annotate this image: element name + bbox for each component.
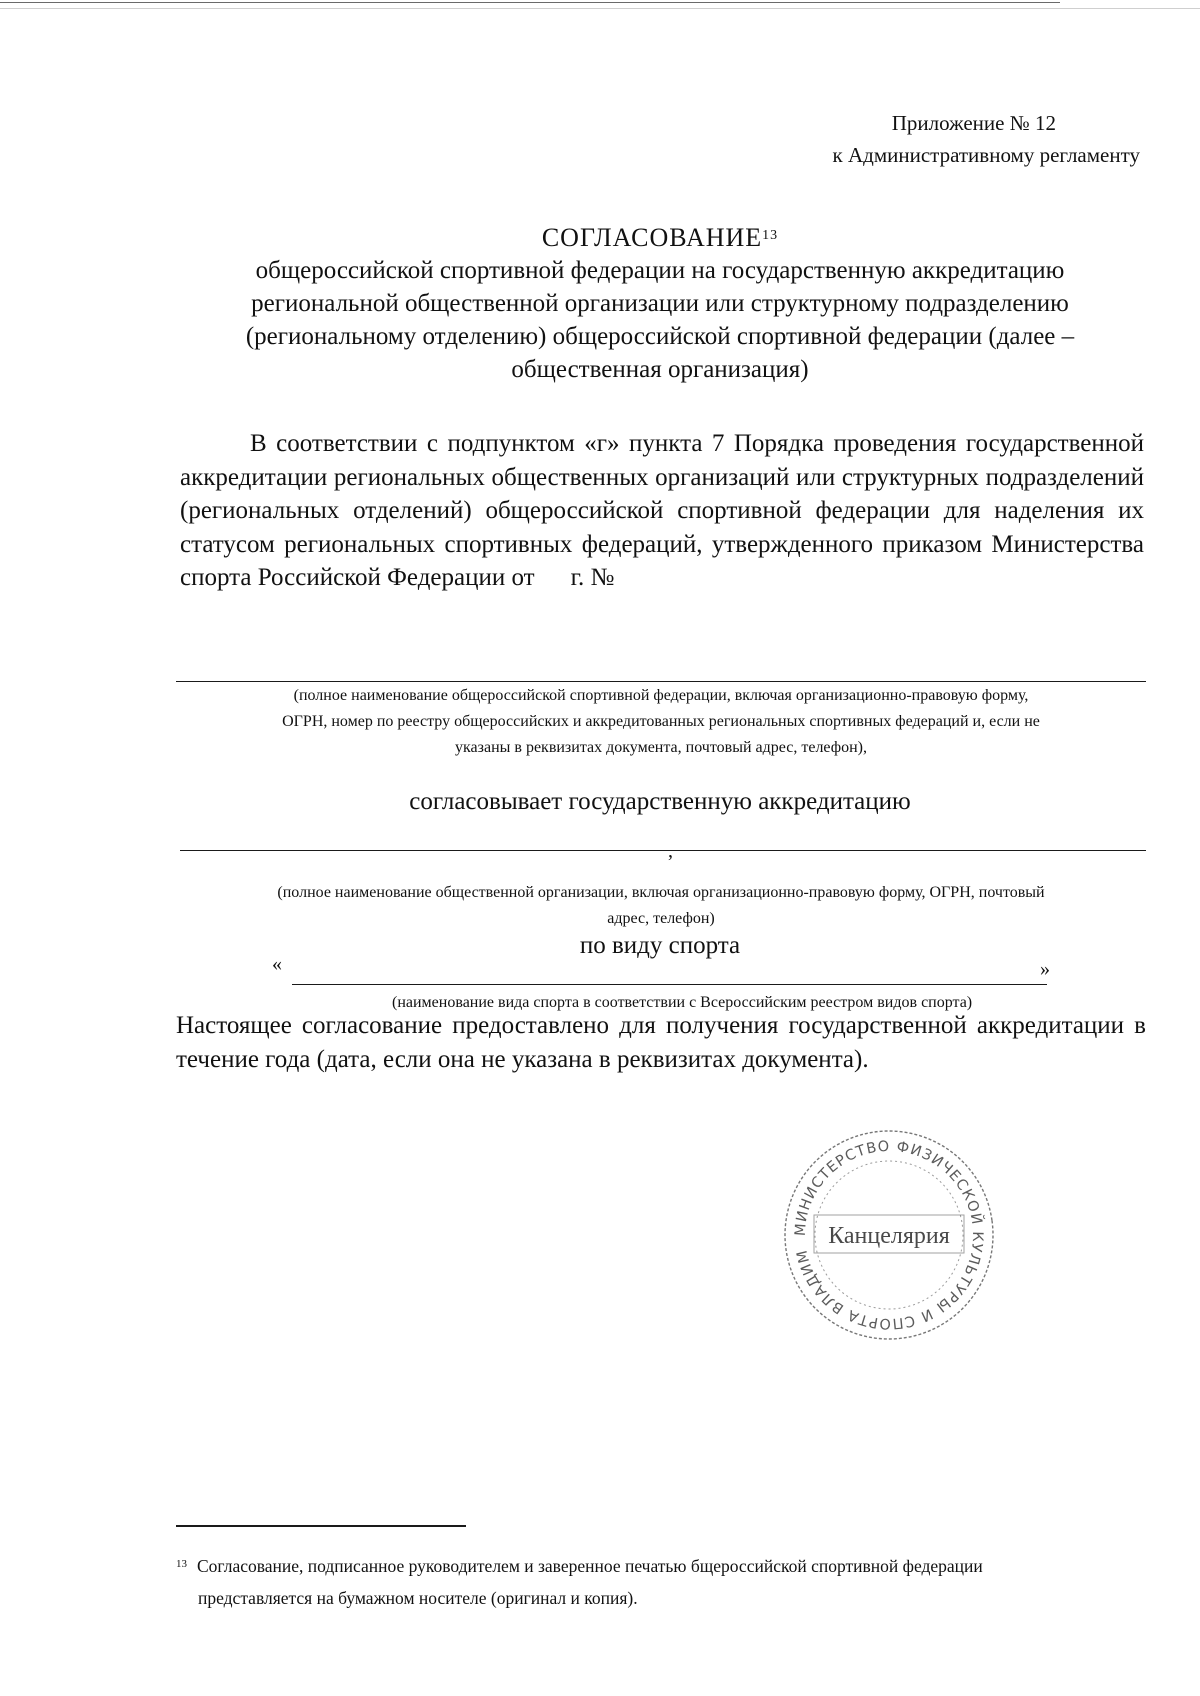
appendix-number: Приложение № 12 [891,111,1056,135]
organization-caption-line-2: адрес, телефон) [607,910,715,927]
footnote-line-1: Согласование, подписанное руководителем и заверенное печатью бщероссийской спортивной федерации [197,1556,983,1576]
title-line-1: общероссийской спортивной федерации на государственную аккредитацию [255,257,1065,284]
title-footnote-ref: 13 [762,228,779,243]
footnote-separator [176,1525,466,1527]
organization-name-line [180,850,1146,851]
office-seal-stamp [778,1124,1000,1346]
title-line-2: региональной общественной организации или структурному подразделению [251,290,1069,317]
conclusion-paragraph: Настоящее согласование предоставлено для получения государственной аккредитации в течение года (дата, если она не указана в реквизитах документа). [176,1012,1146,1073]
title-line-3: (региональному отделению) общероссийской спортивной федерации (далее – [245,323,1075,350]
intro-text: В соответствии с подпунктом «г» пункта 7 Порядка проведения государственной аккредитации региональных общественных организаций или структурных подразделений (региональных отделений) общероссийской спортивной федерации для наделения их статусом региональных спортивных федераций, утвержденного приказом Министерства спорта Российской Федерации от [180,430,1144,591]
comma-mark: , [668,840,673,862]
intro-paragraph [180,427,1144,595]
federation-caption-line-1: (полное наименование общероссийской спортивной федерации, включая организационно-правовую форму, [293,687,1029,704]
appendix-header [833,107,1140,171]
appendix-reference: к Административному регламенту [832,143,1140,167]
footnote [176,1550,1146,1614]
seal-ring-text: МИНИСТЕРСТВО ФИЗИЧЕСКОЙ КУЛЬТУРЫ И СПОРТА ВЛАДИМИРСКОЙ [792,1138,986,1332]
footnote-mark: 13 [176,1558,187,1570]
agrees-statement: согласовывает государственную аккредитацию [409,788,911,815]
organization-caption [176,880,1146,932]
sport-label: по виду спорта [579,932,741,959]
federation-caption [176,683,1146,761]
organization-caption-line-1: (полное наименование общественной организации, включая организационно-правовую форму, ОГРН, почтовый [277,884,1045,901]
open-quote: « [272,953,282,975]
document-title [180,222,1140,386]
title-word: СОГЛАСОВАНИЕ [541,223,763,252]
seal-graphic [778,1124,1000,1346]
scan-edge-line [0,2,1060,3]
close-quote: » [1040,958,1050,980]
footnote-line-2: представляется на бумажном носителе (оригинал и копия). [198,1588,638,1608]
federation-caption-line-2: ОГРН, номер по реестру общероссийских и аккредитованных региональных спортивных федераций и, если не [282,713,1040,730]
seal-center-text: Канцелярия [828,1223,950,1249]
sport-caption: (наименование вида спорта в соответствии с Всероссийским реестром видов спорта) [392,994,973,1011]
scan-edge-line [0,8,1200,9]
intro-date-suffix: г. № [570,564,615,591]
sport-name-line [292,984,1047,985]
title-main [180,222,1140,254]
federation-caption-line-3: указаны в реквизитах документа, почтовый адрес, телефон), [455,739,867,756]
title-line-4: общественная организация) [511,356,809,383]
federation-name-line [176,681,1146,682]
